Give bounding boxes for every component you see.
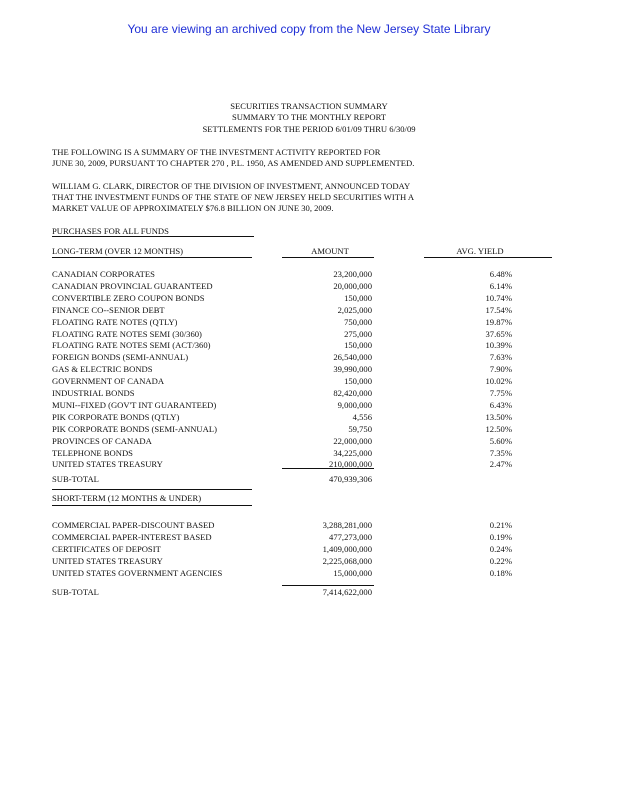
row-yield: 0.19% bbox=[489, 531, 512, 542]
row-yield: 6.48% bbox=[489, 269, 512, 279]
intro-line: THE FOLLOWING IS A SUMMARY OF THE INVESTMENT ACTIVITY REPORTED FOR bbox=[52, 147, 381, 157]
title-line-1: SECURITIES TRANSACTION SUMMARY bbox=[230, 101, 388, 111]
row-amount: 1,409,000,000 bbox=[322, 543, 372, 554]
title-line-3: SETTLEMENTS FOR THE PERIOD 6/01/09 THRU 6/30/09 bbox=[202, 124, 416, 134]
row-yield: 0.24% bbox=[489, 543, 512, 554]
row-yield: 19.87% bbox=[485, 316, 512, 327]
row-yield: 12.50% bbox=[485, 423, 512, 434]
row-label: CANADIAN CORPORATES bbox=[52, 269, 155, 279]
yield-column-header: AVG. YIELD bbox=[456, 246, 504, 256]
row-amount: 34,225,000 bbox=[333, 447, 372, 458]
row-yield: 0.21% bbox=[489, 520, 512, 530]
row-amount: 150,000 bbox=[344, 292, 372, 303]
director-line: MARKET VALUE OF APPROXIMATELY $76.8 BILLION ON JUNE 30, 2009. bbox=[52, 203, 334, 213]
yield-header-underline bbox=[424, 257, 552, 258]
purchases-underline bbox=[52, 236, 254, 237]
row-label: GOVERNMENT OF CANADA bbox=[52, 376, 165, 387]
row-yield: 6.43% bbox=[489, 399, 512, 410]
row-yield: 37.65% bbox=[485, 328, 512, 339]
row-yield: 2.47% bbox=[489, 459, 512, 470]
row-yield: 0.18% bbox=[489, 567, 512, 578]
row-amount: 477,273,000 bbox=[329, 531, 372, 542]
row-amount: 2,025,000 bbox=[337, 304, 372, 315]
row-label: FLOATING RATE NOTES SEMI (30/360) bbox=[52, 328, 202, 339]
row-label: CERTIFICATES OF DEPOSIT bbox=[52, 543, 161, 554]
row-label: CONVERTIBLE ZERO COUPON BONDS bbox=[52, 292, 205, 303]
amount-header-underline bbox=[282, 257, 374, 258]
row-yield: 17.54% bbox=[485, 304, 512, 315]
row-label: FOREIGN BONDS (SEMI-ANNUAL) bbox=[52, 352, 189, 363]
row-label: UNITED STATES TREASURY bbox=[52, 555, 163, 566]
row-label: PIK CORPORATE BONDS (QTLY) bbox=[52, 411, 180, 422]
row-yield: 10.39% bbox=[485, 340, 512, 351]
row-yield: 7.35% bbox=[489, 447, 512, 458]
row-label: FINANCE CO--SENIOR DEBT bbox=[52, 304, 165, 315]
row-yield: 6.14% bbox=[489, 280, 512, 291]
long-term-subtotal-amount: 470,939,306 bbox=[329, 474, 372, 484]
row-label: FLOATING RATE NOTES (QTLY) bbox=[52, 316, 178, 327]
row-label: PROVINCES OF CANADA bbox=[52, 435, 152, 446]
title-line-2: SUMMARY TO THE MONTHLY REPORT bbox=[231, 112, 387, 122]
short-term-subtotal-rule bbox=[282, 585, 374, 586]
row-amount: 9,000,000 bbox=[337, 399, 372, 410]
short-term-underline bbox=[52, 505, 252, 506]
director-paragraph bbox=[52, 181, 572, 214]
long-term-subtotal-label: SUB-TOTAL bbox=[52, 474, 99, 484]
row-label: INDUSTRIAL BONDS bbox=[52, 388, 135, 398]
intro-line: JUNE 30, 2009, PURSUANT TO CHAPTER 270 , P.L. 1950, AS AMENDED AND SUPPLEMENTED. bbox=[52, 158, 415, 168]
row-amount: 26,540,000 bbox=[333, 352, 372, 363]
row-amount: 150,000 bbox=[344, 376, 372, 387]
amount-column-header: AMOUNT bbox=[311, 246, 349, 256]
row-amount: 3,288,281,000 bbox=[322, 520, 372, 530]
row-amount: 4,556 bbox=[352, 411, 372, 422]
row-yield: 0.22% bbox=[489, 555, 512, 566]
row-yield: 10.74% bbox=[485, 292, 512, 303]
row-amount: 20,000,000 bbox=[333, 280, 372, 291]
row-label: PIK CORPORATE BONDS (SEMI-ANNUAL) bbox=[52, 423, 217, 434]
short-term-heading: SHORT-TERM (12 MONTHS & UNDER) bbox=[52, 493, 202, 503]
long-term-underline bbox=[52, 257, 252, 258]
long-term-subtotal-rule bbox=[282, 468, 374, 469]
director-line: THAT THE INVESTMENT FUNDS OF THE STATE OF NEW JERSEY HELD SECURITIES WITH A bbox=[52, 192, 415, 202]
row-label: UNITED STATES TREASURY bbox=[52, 459, 163, 470]
row-amount: 23,200,000 bbox=[333, 269, 372, 279]
row-amount: 2,225,068,000 bbox=[322, 555, 372, 566]
row-yield: 5.60% bbox=[489, 435, 512, 446]
row-label: TELEPHONE BONDS bbox=[52, 447, 133, 458]
director-line: WILLIAM G. CLARK, DIRECTOR OF THE DIVISION OF INVESTMENT, ANNOUNCED TODAY bbox=[52, 181, 411, 191]
row-amount: 750,000 bbox=[344, 316, 372, 327]
row-label: UNITED STATES GOVERNMENT AGENCIES bbox=[52, 567, 223, 578]
row-yield: 7.63% bbox=[489, 352, 512, 363]
row-amount: 39,990,000 bbox=[333, 364, 372, 375]
row-amount: 82,420,000 bbox=[333, 388, 372, 398]
row-label: COMMERCIAL PAPER-INTEREST BASED bbox=[52, 531, 212, 542]
archive-banner: You are viewing an archived copy from the New Jersey State Library bbox=[127, 22, 491, 36]
row-label: GAS & ELECTRIC BONDS bbox=[52, 364, 153, 375]
row-yield: 7.90% bbox=[489, 364, 512, 375]
row-label: COMMERCIAL PAPER-DISCOUNT BASED bbox=[52, 520, 215, 530]
short-term-subtotal-label: SUB-TOTAL bbox=[52, 587, 99, 597]
row-amount: 210,000,000 bbox=[329, 459, 372, 470]
row-yield: 10.02% bbox=[485, 376, 512, 387]
short-term-subtotal-amount: 7,414,622,000 bbox=[322, 587, 372, 597]
long-term-heading: LONG-TERM (OVER 12 MONTHS) bbox=[52, 246, 184, 256]
row-label: MUNI--FIXED (GOV'T INT GUARANTEED) bbox=[52, 399, 217, 410]
row-amount: 150,000 bbox=[344, 340, 372, 351]
short-term-top-rule bbox=[52, 489, 252, 490]
intro-paragraph bbox=[52, 147, 572, 169]
purchases-heading: PURCHASES FOR ALL FUNDS bbox=[52, 226, 169, 236]
row-label: FLOATING RATE NOTES SEMI (ACT/360) bbox=[52, 340, 211, 351]
row-yield: 7.75% bbox=[489, 388, 512, 398]
row-yield: 13.50% bbox=[485, 411, 512, 422]
row-label: CANADIAN PROVINCIAL GUARANTEED bbox=[52, 280, 213, 291]
row-amount: 59,750 bbox=[348, 423, 372, 434]
row-amount: 275,000 bbox=[344, 328, 372, 339]
row-amount: 15,000,000 bbox=[333, 567, 372, 578]
row-amount: 22,000,000 bbox=[333, 435, 372, 446]
